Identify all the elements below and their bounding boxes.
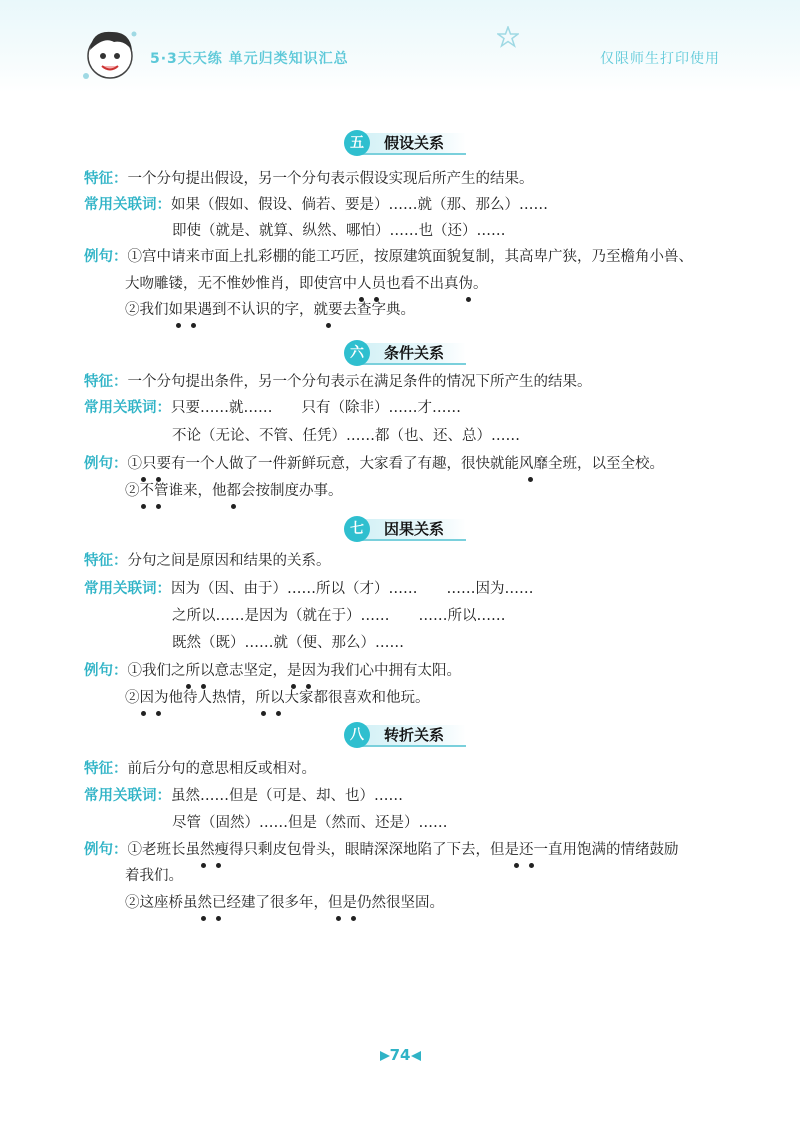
- example-line: 例句：①只要有一个人做了一件新鲜玩意，大家看了有趣，很快就能风靡全班，以至全校。: [84, 456, 664, 472]
- section-heading: 因果关系: [384, 520, 445, 538]
- emphasis-dot: [336, 916, 341, 921]
- section-title-5: [344, 130, 474, 156]
- page-number: 74: [389, 1046, 411, 1064]
- page-number-right-arrow-icon: [411, 1051, 421, 1061]
- emphasis-dot: [326, 323, 331, 328]
- emphasis-dot: [276, 711, 281, 716]
- conjunction-line: 常用关联词：虽然……但是（可是、却、也）……: [84, 788, 403, 804]
- example-line: ②因为他待人热情，所以大家都很喜欢和他玩。: [125, 690, 430, 706]
- emphasis-dot: [201, 916, 206, 921]
- emphasis-dot: [528, 477, 533, 482]
- emphasis-dot: [466, 297, 471, 302]
- header-usage-note: 仅限师生打印使用: [600, 51, 720, 67]
- conjunction-line: 常用关联词：如果（假如、假设、倘若、要是）……就（那、那么）……: [84, 197, 548, 213]
- emphasis-dot: [176, 323, 181, 328]
- conjunction-line: 之所以……是因为（就在于）…… ……所以……: [172, 608, 506, 624]
- conjunction-line: 不论（无论、不管、任凭）……都（也、还、总）……: [172, 428, 520, 444]
- example-line: ②这座桥虽然已经建了很多年，但是仍然很坚固。: [125, 895, 444, 911]
- conjunction-line: 常用关联词：因为（因、由于）……所以（才）…… ……因为……: [84, 581, 534, 597]
- page-header: [0, 0, 800, 92]
- section-heading: 假设关系: [384, 134, 445, 152]
- section-number: 七: [344, 516, 370, 542]
- example-line: 例句：①宫中请来市面上扎彩棚的能工巧匠，按原建筑面貌复制，其高卑广狭，乃至檐角小兽、: [84, 249, 693, 265]
- feature-line: 特征：分句之间是原因和结果的关系。: [84, 553, 331, 569]
- emphasis-dot: [216, 863, 221, 868]
- feature-line: 特征：前后分句的意思相反或相对。: [84, 761, 316, 777]
- section-number: 五: [344, 130, 370, 156]
- example-line: 大吻雕镂，无不惟妙惟肖，即使宫中人员也看不出真伪。: [125, 276, 488, 292]
- emphasis-dot: [216, 916, 221, 921]
- emphasis-dot: [141, 504, 146, 509]
- feature-line: 特征：一个分句提出假设，另一个分句表示假设实现后所产生的结果。: [84, 171, 534, 187]
- emphasis-dot: [201, 863, 206, 868]
- example-line: 例句：①老班长虽然瘦得只剩皮包骨头，眼睛深深地陷了下去，但是还一直用饱满的情绪鼓励: [84, 842, 679, 858]
- section-title-8: [344, 722, 474, 748]
- emphasis-dot: [351, 916, 356, 921]
- example-line: 着我们。: [125, 868, 183, 884]
- section-heading: 转折关系: [384, 726, 445, 744]
- emphasis-dot: [191, 323, 196, 328]
- star-decoration-icon: [497, 26, 519, 48]
- emphasis-dot: [529, 863, 534, 868]
- conjunction-line: 既然（既）……就（便、那么）……: [172, 635, 404, 651]
- section-number: 八: [344, 722, 370, 748]
- mascot-boy-icon: [80, 22, 140, 84]
- emphasis-dot: [156, 504, 161, 509]
- emphasis-dot: [231, 504, 236, 509]
- conjunction-line: 即使（就是、就算、纵然、哪怕）……也（还）……: [172, 223, 506, 239]
- emphasis-dot: [141, 711, 146, 716]
- emphasis-dot: [261, 711, 266, 716]
- section-number: 六: [344, 340, 370, 366]
- header-series-title: 5·3天天练 单元归类知识汇总: [150, 51, 349, 67]
- section-heading: 条件关系: [384, 344, 445, 362]
- conjunction-line: 尽管（固然）……但是（然而、还是）……: [172, 815, 448, 831]
- section-title-7: [344, 516, 474, 542]
- section-title-6: [344, 340, 474, 366]
- feature-line: 特征：一个分句提出条件，另一个分句表示在满足条件的情况下所产生的结果。: [84, 374, 592, 390]
- example-line: 例句：①我们之所以意志坚定，是因为我们心中拥有太阳。: [84, 663, 461, 679]
- conjunction-line: 常用关联词：只要……就…… 只有（除非）……才……: [84, 400, 461, 416]
- example-line: ②我们如果遇到不认识的字，就要去查字典。: [125, 302, 415, 318]
- example-line: ②不管谁来，他都会按制度办事。: [125, 483, 343, 499]
- emphasis-dot: [514, 863, 519, 868]
- emphasis-dot: [156, 711, 161, 716]
